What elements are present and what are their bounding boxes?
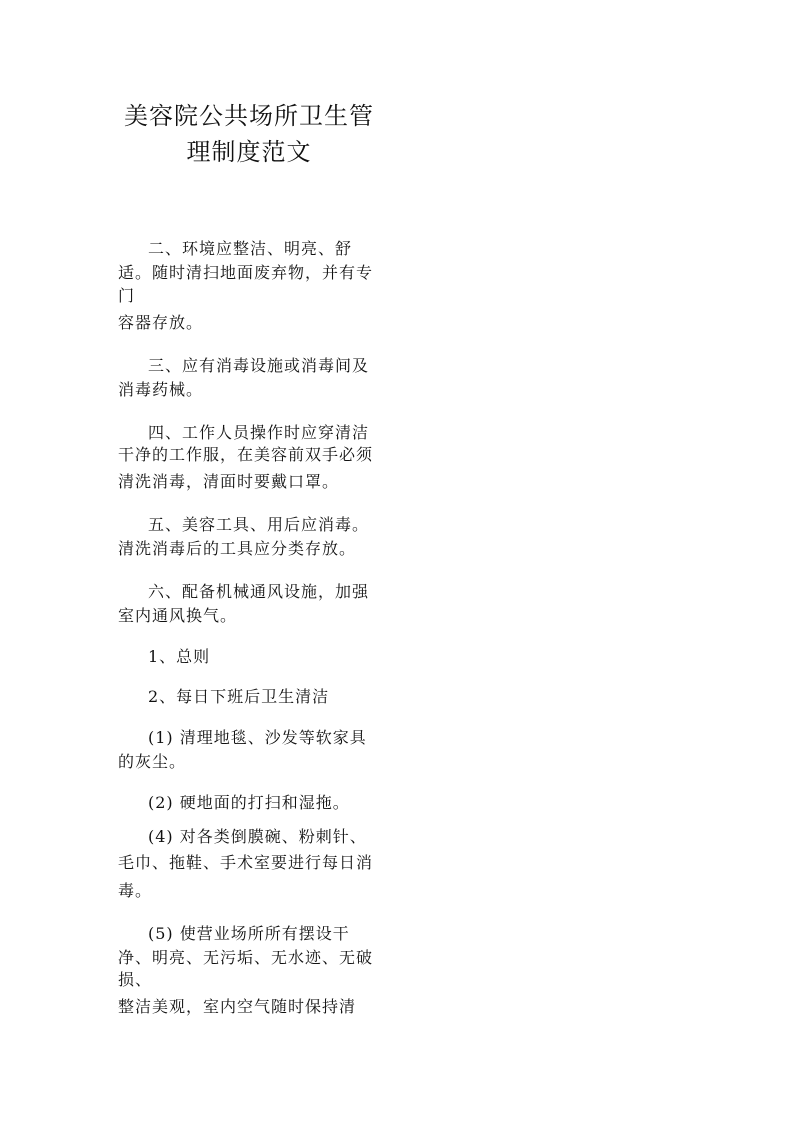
paragraph-line: 三、应有消毒设施或消毒间及: [148, 356, 370, 375]
document-title-line-1: 美容院公共场所卫生管: [124, 102, 374, 130]
paragraph-line: 门: [118, 286, 136, 305]
paragraph-line: (1) 清理地毯、沙发等软家具: [148, 728, 367, 747]
paragraph-line: 清洗消毒后的工具应分类存放。: [118, 539, 357, 558]
paragraph-line: 消毒药械。: [118, 380, 204, 399]
section-heading: 2、每日下班后卫生清洁: [148, 687, 330, 706]
paragraph-line: (2) 硬地面的打扫和湿拖。: [148, 793, 350, 812]
paragraph-line: 整洁美观，室内空气随时保持清: [118, 997, 357, 1016]
section-heading: 1、总则: [148, 647, 211, 666]
paragraph-line: 室内通风换气。: [118, 606, 238, 625]
paragraph-line: 清洗消毒，清面时要戴口罩。: [118, 472, 340, 491]
paragraph-line: 净、明亮、无污垢、无水迹、无破: [118, 948, 374, 967]
paragraph-line: 损、: [118, 970, 153, 989]
document-title-line-2: 理制度范文: [186, 138, 312, 166]
paragraph-line: 五、美容工具、用后应消毒。: [148, 515, 370, 534]
paragraph-line: (4) 对各类倒膜碗、粉刺针、: [148, 827, 367, 846]
paragraph-line: 干净的工作服，在美容前双手必须: [118, 445, 374, 464]
paragraph-line: 毛巾、拖鞋、手术室要进行每日消: [118, 853, 374, 872]
paragraph-line: 四、工作人员操作时应穿清洁: [148, 423, 370, 442]
paragraph-line: 六、配备机械通风设施，加强: [148, 582, 370, 601]
paragraph-line: 的灰尘。: [118, 752, 187, 771]
paragraph-line: (5) 使营业场所所有摆设干: [148, 924, 350, 943]
paragraph-line: 二、环境应整洁、明亮、舒: [148, 239, 353, 258]
paragraph-line: 毒。: [118, 881, 153, 900]
paragraph-line: 适。随时清扫地面废弃物，并有专: [118, 263, 374, 282]
paragraph-line: 容器存放。: [118, 313, 204, 332]
